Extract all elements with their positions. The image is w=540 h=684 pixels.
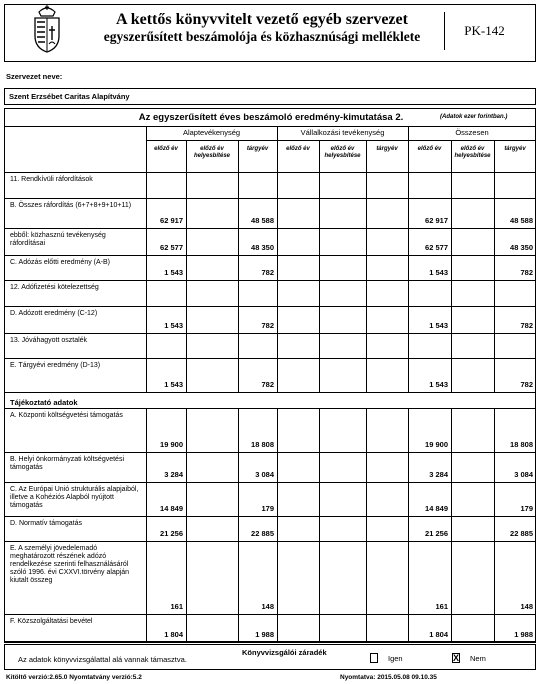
grid-line xyxy=(319,306,320,333)
grid-line xyxy=(277,482,278,516)
cell-value: 22 885 xyxy=(510,529,533,538)
grid-line xyxy=(366,172,367,198)
cell-value: 1 543 xyxy=(429,268,448,277)
org-name-label: Szervezet neve: xyxy=(6,72,63,81)
cell-value: 1 543 xyxy=(164,268,183,277)
grid-line xyxy=(319,198,320,228)
grid-line xyxy=(277,408,278,452)
grid-line xyxy=(4,126,536,127)
column-subheader: előző év helyesbítése xyxy=(454,146,491,159)
cell-value: 19 900 xyxy=(160,440,183,449)
grid-line xyxy=(186,255,187,280)
grid-line xyxy=(186,614,187,642)
grid-line xyxy=(451,408,452,452)
grid-line xyxy=(451,255,452,280)
grid-line xyxy=(4,333,536,334)
cell-value: 62 577 xyxy=(160,243,183,252)
cell-value: 161 xyxy=(170,602,183,611)
cell-value: 3 284 xyxy=(164,470,183,479)
row-label: 13. Jóváhagyott osztalék xyxy=(10,337,88,344)
grid-line xyxy=(366,516,367,541)
grid-line xyxy=(494,280,495,306)
cell-value: 14 849 xyxy=(160,504,183,513)
grid-line xyxy=(277,452,278,482)
grid-line xyxy=(186,333,187,358)
grid-line xyxy=(319,358,320,392)
grid-line xyxy=(319,516,320,541)
grid-line xyxy=(4,255,536,256)
cell-value: 1 804 xyxy=(429,630,448,639)
grid-line xyxy=(146,333,147,358)
grid-line xyxy=(277,333,278,358)
grid-line xyxy=(319,541,320,614)
column-subheader: tárgyév xyxy=(376,146,398,152)
cell-value: 1 543 xyxy=(429,380,448,389)
cell-value: 1 543 xyxy=(164,321,183,330)
row-label: 12. Adófizetési kötelezettség xyxy=(10,284,99,291)
grid-line xyxy=(319,482,320,516)
grid-line xyxy=(277,228,278,255)
form-code: PK-142 xyxy=(444,12,524,50)
grid-line xyxy=(451,541,452,614)
unit-note: (Adatok ezer forintban.) xyxy=(440,114,508,120)
cell-value: 1 543 xyxy=(429,321,448,330)
grid-line xyxy=(277,172,278,198)
grid-line xyxy=(4,452,536,453)
cell-value: 148 xyxy=(261,602,274,611)
cell-value: 62 917 xyxy=(160,216,183,225)
grid-line xyxy=(494,172,495,198)
cell-value: 1 543 xyxy=(164,380,183,389)
audit-clause-title: Könyvvizsgálói záradék xyxy=(242,648,327,657)
grid-line xyxy=(366,255,367,280)
column-subheader: előző év helyesbítése xyxy=(193,146,231,159)
form-title-line1: A kettős könyvvitelt vezető egyéb szervezet xyxy=(116,11,408,28)
grid-line xyxy=(319,172,320,198)
grid-line xyxy=(4,408,536,409)
grid-line xyxy=(4,198,536,199)
grid-line xyxy=(186,198,187,228)
cell-value: 1 804 xyxy=(164,630,183,639)
grid-line xyxy=(186,516,187,541)
cell-value: 21 256 xyxy=(160,529,183,538)
grid-line xyxy=(366,306,367,333)
grid-line xyxy=(319,333,320,358)
grid-line xyxy=(186,541,187,614)
cell-value: 782 xyxy=(261,268,274,277)
grid-line xyxy=(366,614,367,642)
grid-line xyxy=(319,255,320,280)
grid-line xyxy=(238,333,239,358)
grid-line xyxy=(4,541,536,542)
grid-line xyxy=(319,614,320,642)
grid-line xyxy=(277,306,278,333)
row-label: ebből: közhasznú tevékenység ráfordításai xyxy=(10,232,106,247)
grid-line xyxy=(186,452,187,482)
column-subheader: tárgyév xyxy=(246,146,269,152)
grid-line xyxy=(146,140,536,141)
grid-line xyxy=(4,614,536,615)
column-subheader: előző év xyxy=(417,146,442,152)
grid-line xyxy=(277,280,278,306)
row-label: D. Normatív támogatás xyxy=(10,520,82,527)
grid-line xyxy=(451,280,452,306)
grid-line xyxy=(366,452,367,482)
group-header: Vállalkozási tevékenység xyxy=(300,128,385,137)
grid-line xyxy=(4,358,536,359)
cell-value: 3 084 xyxy=(255,470,274,479)
grid-line xyxy=(4,392,536,393)
grid-line xyxy=(451,516,452,541)
group-header: Alaptevékenység xyxy=(182,128,241,137)
cell-value: 3 284 xyxy=(429,470,448,479)
grid-line xyxy=(319,408,320,452)
audit-no-checkbox[interactable]: X xyxy=(453,653,460,663)
info-section-title: Tájékoztató adatok xyxy=(10,398,78,407)
grid-line xyxy=(277,614,278,642)
table-title: Az egyszerűsített éves beszámoló eredmény-kimutatása 2. xyxy=(138,112,404,123)
audit-no-label: Nem xyxy=(470,654,486,663)
row-label: D. Adózott eredmény (C-12) xyxy=(10,310,98,317)
row-label: A. Központi költségvetési támogatás xyxy=(10,412,123,419)
grid-line xyxy=(451,198,452,228)
row-label: C. Az Európai Unió strukturális alapjaiból, illetve a Kohéziós Alapból nyújtott támogatás xyxy=(10,486,139,509)
row-label: 11. Rendkívüli ráfordítások xyxy=(10,176,93,183)
cell-value: 48 588 xyxy=(510,216,533,225)
grid-line xyxy=(451,614,452,642)
grid-line xyxy=(146,280,147,306)
cell-value: 148 xyxy=(520,602,533,611)
grid-line xyxy=(366,198,367,228)
footer-version: Kitöltő verzió:2.65.0 Nyomtatvány verzió:5.2 xyxy=(6,674,142,681)
cell-value: 179 xyxy=(520,504,533,513)
grid-line xyxy=(451,306,452,333)
grid-line xyxy=(319,280,320,306)
grid-line xyxy=(366,541,367,614)
cell-value: 48 350 xyxy=(510,243,533,252)
footer-printed: Nyomtatva: 2015.05.08 09.10.35 xyxy=(340,674,437,681)
grid-line xyxy=(4,306,536,307)
grid-line xyxy=(366,280,367,306)
cell-value: 19 900 xyxy=(425,440,448,449)
cell-value: 3 084 xyxy=(514,470,533,479)
grid-line xyxy=(277,516,278,541)
cell-value: 18 808 xyxy=(510,440,533,449)
grid-line xyxy=(238,140,239,172)
grid-line xyxy=(4,482,536,483)
column-subheader: előző év xyxy=(286,146,310,152)
grid-line xyxy=(366,358,367,392)
grid-line xyxy=(146,172,147,198)
grid-line xyxy=(366,333,367,358)
cell-value: 179 xyxy=(261,504,274,513)
grid-line xyxy=(4,228,536,229)
grid-line xyxy=(451,333,452,358)
grid-line xyxy=(238,280,239,306)
grid-line xyxy=(238,172,239,198)
grid-line xyxy=(277,255,278,280)
grid-line xyxy=(277,358,278,392)
grid-line xyxy=(186,228,187,255)
cell-value: 62 577 xyxy=(425,243,448,252)
cell-value: 21 256 xyxy=(425,529,448,538)
cell-value: 1 988 xyxy=(514,630,533,639)
grid-line xyxy=(277,198,278,228)
grid-line xyxy=(494,140,495,172)
row-label: B. Helyi önkormányzati költségvetési támogatás xyxy=(10,456,124,471)
grid-line xyxy=(366,140,367,172)
cell-value: 18 808 xyxy=(251,440,274,449)
audit-statement: Az adatok könyvvizsgálattal alá vannak támasztva. xyxy=(18,655,187,664)
grid-line xyxy=(186,408,187,452)
cell-value: 14 849 xyxy=(425,504,448,513)
cell-value: 22 885 xyxy=(251,529,274,538)
grid-line xyxy=(277,541,278,614)
column-subheader: tárgyév xyxy=(504,146,526,152)
grid-line xyxy=(4,280,536,281)
row-label: E. Tárgyévi eredmény (D-13) xyxy=(10,362,101,369)
coat-of-arms-icon xyxy=(30,4,64,54)
grid-line xyxy=(186,482,187,516)
column-subheader: előző év xyxy=(154,146,178,152)
grid-line xyxy=(408,280,409,306)
row-label: B. Összes ráfordítás (6+7+8+9+10+11) xyxy=(10,202,132,209)
grid-line xyxy=(186,306,187,333)
cell-value: 1 988 xyxy=(255,630,274,639)
grid-line xyxy=(366,482,367,516)
grid-line xyxy=(408,333,409,358)
cell-value: 782 xyxy=(520,268,533,277)
cell-value: 48 588 xyxy=(251,216,274,225)
audit-yes-checkbox[interactable] xyxy=(370,653,378,663)
column-subheader: előző év helyesbítése xyxy=(324,146,361,159)
cell-value: 782 xyxy=(261,380,274,389)
grid-line xyxy=(319,452,320,482)
grid-line xyxy=(451,452,452,482)
org-name-field: Szent Erzsébet Caritas Alapítvány xyxy=(4,88,536,105)
cell-value: 48 350 xyxy=(251,243,274,252)
group-header: Összesen xyxy=(455,128,489,137)
row-label: C. Adózás előtti eredmény (A-B) xyxy=(10,259,110,266)
row-label: E. A személyi jövedelemadó meghatározott részének adózó rendelkezése szerinti felhasználásáról szóló 1996. évi CXXVI.törvény alapján kiutalt összeg xyxy=(10,545,130,584)
grid-line xyxy=(186,172,187,198)
cell-value: 161 xyxy=(435,602,448,611)
grid-line xyxy=(451,172,452,198)
grid-line xyxy=(494,333,495,358)
row-label: F. Közszolgáltatási bevétel xyxy=(10,618,93,625)
grid-line xyxy=(4,516,536,517)
grid-line xyxy=(4,642,536,643)
grid-line xyxy=(4,172,536,173)
cell-value: 782 xyxy=(261,321,274,330)
audit-yes-label: Igen xyxy=(388,654,403,663)
grid-line xyxy=(408,172,409,198)
grid-line xyxy=(451,482,452,516)
cell-value: 782 xyxy=(520,380,533,389)
grid-line xyxy=(451,358,452,392)
grid-line xyxy=(366,408,367,452)
cell-value: 782 xyxy=(520,321,533,330)
grid-line xyxy=(186,358,187,392)
form-title-line2: egyszerűsített beszámolója és közhasznúsági melléklete xyxy=(103,29,421,44)
grid-line xyxy=(186,280,187,306)
grid-line xyxy=(319,228,320,255)
cell-value: 62 917 xyxy=(425,216,448,225)
grid-line xyxy=(451,228,452,255)
grid-line xyxy=(366,228,367,255)
